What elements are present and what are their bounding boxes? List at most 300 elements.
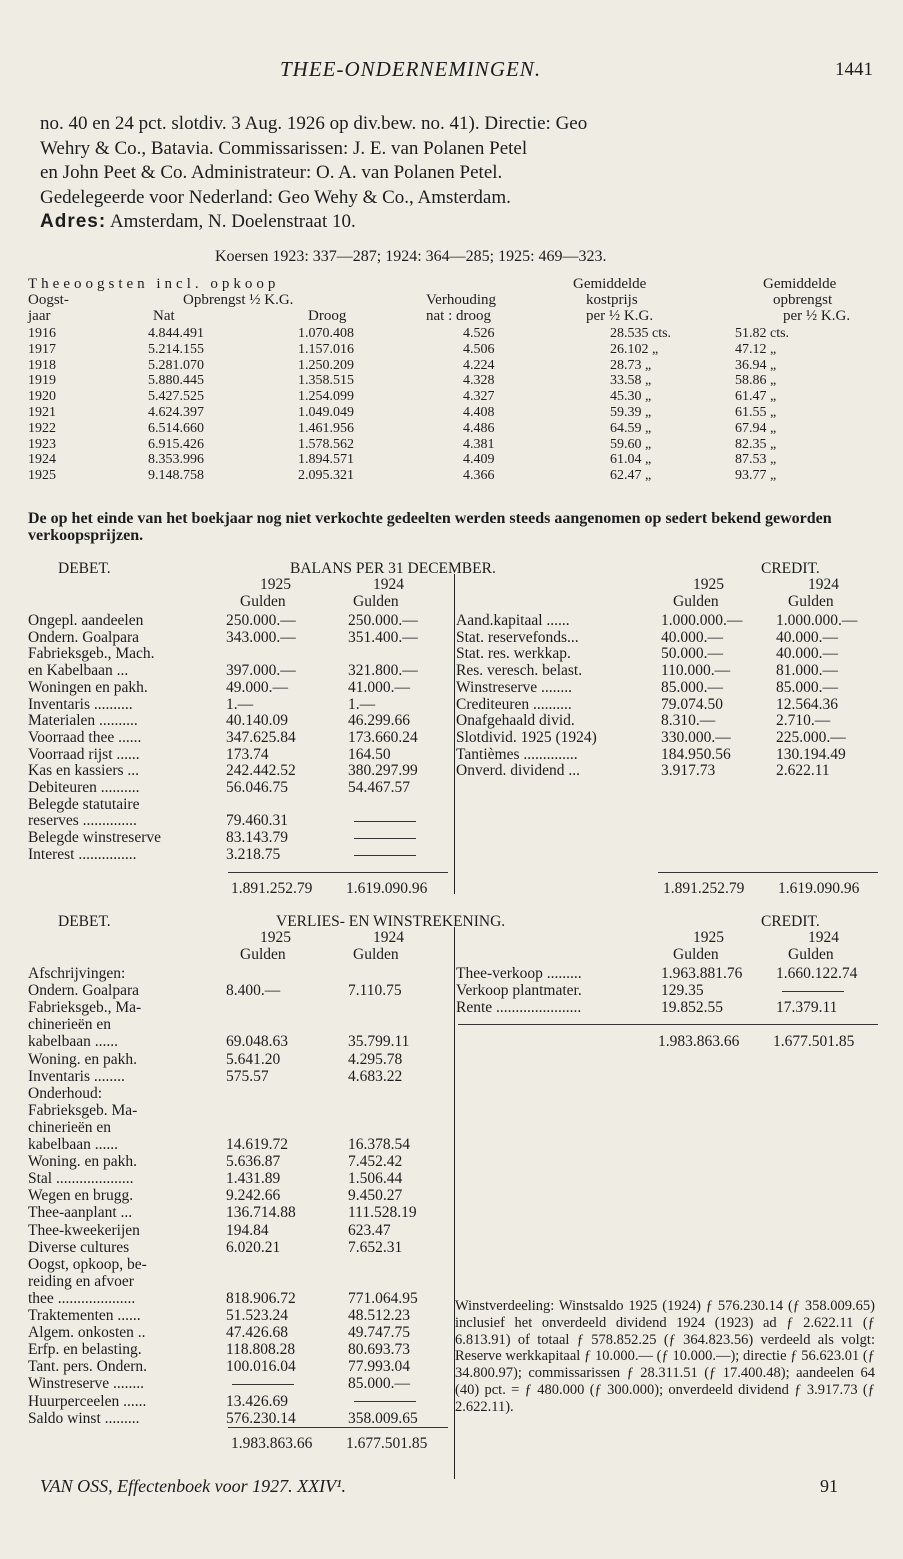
balance-debit-label: Belegde statutaire [28, 795, 140, 813]
pl-debit-label: Afschrijvingen: [28, 965, 126, 982]
balance-credit-value-1925: 85.000.— [661, 678, 723, 696]
tea-cost: 45.30 „ [610, 389, 652, 405]
balance-credit-label: Res. veresch. belast. [456, 662, 583, 680]
pl-year-r2: 1924 [808, 929, 839, 946]
dash-rule [232, 1384, 294, 1385]
tea-heading-opbrengst: Opbrengst ½ K.G. [183, 292, 294, 308]
tea-nat: 6.514.660 [148, 420, 204, 436]
pl-debit-value-1925: 5.636.87 [226, 1153, 281, 1171]
balance-credit-value-1924: 225.000.— [776, 728, 846, 746]
pl-debit-row [28, 1187, 458, 1203]
balance-debit-label: Ondern. Goalpara [28, 628, 140, 646]
tea-year: 1917 [28, 341, 56, 357]
balance-debit-value-1925: 56.046.75 [226, 779, 288, 796]
tea-ratio: 4.526 [463, 326, 495, 341]
balance-debit-row [28, 846, 458, 862]
balance-credit-row [456, 746, 876, 762]
pl-debit-row [28, 1016, 458, 1032]
dash-rule [354, 1401, 416, 1402]
balance-debit-value-1925: 3.218.75 [226, 845, 281, 863]
pl-debit-label: Oogst, opkoop, be- [28, 1255, 147, 1273]
balance-credit-value-1925: 40.000.— [661, 628, 723, 646]
table-row [28, 389, 835, 405]
balance-credit-value-1925: 3.917.73 [661, 762, 716, 780]
table-row [28, 468, 835, 484]
pl-debit-label: Saldo winst ......... [28, 1409, 140, 1427]
pl-debit-label: Thee-aanplant ... [28, 1204, 133, 1222]
tea-heading: Theeoogsten incl. opkoop [28, 276, 280, 292]
pl-debit-row [28, 1222, 458, 1238]
tea-yield: 93.77 „ [735, 468, 777, 484]
balance-debit-value-1924 [354, 812, 416, 830]
balance-credit-value-1925: 1.000.000.— [661, 612, 743, 629]
address-label: Adres: [40, 211, 107, 232]
share-prices: Koersen 1923: 337—287; 1924: 364—285; 1925: 469—323. [215, 248, 607, 265]
dash-rule [354, 838, 416, 839]
pl-debit-label: Thee-kweekerijen [28, 1221, 140, 1239]
balance-debit-value-1925: 242.442.52 [226, 762, 296, 780]
balance-credit-label: Slotdivid. 1925 (1924) [456, 728, 597, 746]
tea-nat: 4.844.491 [148, 326, 204, 341]
pl-debit-label: Wegen en brugg. [28, 1187, 134, 1205]
pl-debit-value-1924: 48.512.23 [348, 1307, 410, 1324]
pl-debit-value-1925: 6.020.21 [226, 1238, 281, 1256]
balance-debit-value-1925: 1.— [226, 695, 254, 713]
balance-year-l1: 1925 [260, 576, 291, 593]
balance-credit-row [456, 645, 876, 661]
balance-credit-label: Aand.kapitaal ...... [456, 612, 570, 629]
balance-debit-value-1924: 173.660.24 [348, 728, 418, 746]
balance-debet-label: DEBET. [58, 560, 111, 577]
balance-debit-row [28, 612, 458, 628]
tea-droog: 1.250.209 [298, 357, 354, 373]
balance-debit-row [28, 679, 458, 695]
balance-credit-row [456, 762, 876, 778]
table-row [28, 373, 835, 389]
tea-yield: 61.47 „ [735, 389, 777, 405]
pl-credit-rule [458, 1024, 878, 1025]
balance-credit-value-1924: 1.000.000.— [776, 612, 858, 629]
balance-debit-row [28, 779, 458, 795]
balance-credit-label: Onverd. dividend ... [456, 762, 580, 780]
pl-credit-label: CREDIT. [761, 913, 820, 930]
balance-year-l2: 1924 [373, 576, 404, 593]
tea-droog: 1.578.562 [298, 436, 354, 452]
balance-credit-value-1924: 2.622.11 [776, 762, 830, 780]
footer [40, 1476, 870, 1497]
balance-credit-value-1924: 40.000.— [776, 628, 838, 646]
tea-heading-droog: Droog [308, 308, 347, 324]
balance-debit-label: Materialen .......... [28, 712, 138, 730]
pl-debit-row [28, 1102, 458, 1118]
balance-credit-label: Crediteuren .......... [456, 695, 572, 713]
balance-debit-label: Voorraad rijst ...... [28, 745, 140, 763]
pl-debit-value-1925: 136.714.88 [226, 1204, 296, 1222]
pl-credit-value-1924: 17.379.11 [776, 999, 838, 1017]
tea-year: 1925 [28, 468, 56, 484]
tea-yield: 87.53 „ [735, 452, 777, 468]
balance-debit-label: Ongepl. aandeelen [28, 612, 144, 629]
tea-ratio: 4.506 [463, 341, 495, 357]
tea-heading-nat: Nat [153, 308, 175, 324]
tea-nat: 6.915.426 [148, 436, 204, 452]
balance-debit-value-1924: 46.299.66 [348, 712, 410, 730]
pl-debit-value-1924: 4.683.22 [348, 1067, 403, 1085]
balance-credit-label: Stat. res. werkkap. [456, 645, 571, 663]
footer-publication: VAN OSS, Effectenboek voor 1927. XXIV¹. [40, 1476, 346, 1496]
pl-debit-row [28, 1204, 458, 1220]
pl-debit-row [28, 965, 458, 981]
tea-year: 1919 [28, 373, 56, 389]
pl-debit-value-1924 [354, 1393, 416, 1411]
pl-credit-value-1925: 129.35 [661, 982, 704, 1000]
tea-yield: 82.35 „ [735, 436, 777, 452]
pl-debit-row [28, 1068, 458, 1084]
tea-droog: 1.157.016 [298, 341, 354, 357]
table-row [28, 421, 835, 437]
balance-debit-value-1924: 321.800.— [348, 662, 418, 680]
pl-debit-row [28, 1273, 458, 1289]
balance-credit-value-1925: 110.000.— [661, 662, 731, 680]
balance-debit-value-1925: 173.74 [226, 745, 269, 763]
tea-cost: 33.58 „ [610, 373, 652, 389]
pl-cur-l1: Gulden [240, 946, 286, 963]
balance-debit-label: Belegde winstreserve [28, 829, 161, 847]
pl-title: VERLIES- EN WINSTREKENING. [276, 913, 506, 930]
balance-cur-l2: Gulden [353, 593, 399, 610]
balance-credit-value-1924: 85.000.— [776, 678, 838, 696]
tea-droog: 1.894.571 [298, 452, 354, 468]
table-row [28, 342, 835, 358]
pl-year-l2: 1924 [373, 929, 404, 946]
balance-year-r2: 1924 [808, 576, 839, 593]
tea-cost: 62.47 „ [610, 468, 652, 484]
balance-debit-label: Kas en kassiers ... [28, 762, 140, 780]
balance-debit-value-1925: 250.000.— [226, 612, 296, 629]
balance-debit-row [28, 696, 458, 712]
tea-cost: 61.04 „ [610, 452, 652, 468]
balance-debit-row [28, 746, 458, 762]
tea-cost: 26.102 „ [610, 341, 659, 357]
pl-debit-value-1924: 7.110.75 [348, 982, 402, 1000]
pl-credit-label: Thee-verkoop ......... [456, 965, 582, 982]
balance-credit-value-1925: 184.950.56 [661, 745, 731, 763]
pl-debit-row [28, 1358, 458, 1374]
pl-debit-value-1925: 194.84 [226, 1221, 269, 1239]
tea-nat: 5.880.445 [148, 373, 204, 389]
pl-credit-label: Rente ...................... [456, 999, 582, 1017]
pl-debit-value-1925: 9.242.66 [226, 1187, 281, 1205]
balance-credit-value-1924: 12.564.36 [776, 695, 838, 713]
balance-debit-value-1925: 83.143.79 [226, 829, 288, 847]
tea-yield: 47.12 „ [735, 341, 777, 357]
tea-heading-opbrengst2: opbrengst [773, 292, 833, 308]
balance-debit-value-1925: 397.000.— [226, 662, 296, 680]
pl-cur-l2: Gulden [353, 946, 399, 963]
pl-debit-value-1925: 5.641.20 [226, 1050, 281, 1068]
tea-ratio: 4.381 [463, 436, 495, 452]
pl-debit-value-1924: 1.506.44 [348, 1170, 403, 1188]
pl-debit-label: Woning. en pakh. [28, 1153, 137, 1171]
balance-debit-value-1925: 343.000.— [226, 628, 296, 646]
pl-debit-row [28, 1051, 458, 1067]
tea-droog: 1.070.408 [298, 326, 354, 341]
balance-debit-value-1924: 351.400.— [348, 628, 418, 646]
pl-credit-value-1924 [782, 982, 844, 1000]
pl-debit-label: Fabrieksgeb. Ma- [28, 1101, 138, 1119]
tea-heading-jaar: jaar [28, 308, 51, 324]
balance-credit-label: CREDIT. [761, 560, 820, 577]
balance-debit-label: Inventaris .......... [28, 695, 133, 713]
pl-debit-value-1925: 51.523.24 [226, 1307, 288, 1324]
table-row [28, 452, 835, 468]
tea-heading-per1: per ½ K.G. [586, 308, 654, 324]
pl-credit-row [456, 965, 876, 981]
pl-debit-label: Diverse cultures [28, 1238, 130, 1256]
pl-debit-label: kabelbaan ...... [28, 1033, 118, 1051]
balance-debit-label: Voorraad thee ...... [28, 728, 142, 746]
pl-debit-value-1924: 85.000.— [348, 1375, 410, 1393]
pl-debit-label: reiding en afvoer [28, 1272, 134, 1290]
balance-credit-label: Stat. reservefonds... [456, 628, 579, 646]
balance-total-l2: 1.619.090.96 [346, 880, 428, 897]
tea-heading-per2: per ½ K.G. [783, 308, 851, 324]
tea-year: 1918 [28, 357, 56, 373]
dash-rule [782, 991, 844, 992]
pl-credit-row [456, 999, 876, 1015]
pl-debit-value-1924: 7.652.31 [348, 1238, 403, 1256]
pl-debit-row [28, 1324, 458, 1340]
pl-debit-value-1924: 623.47 [348, 1221, 391, 1239]
pl-debit-value-1924: 80.693.73 [348, 1341, 410, 1359]
balance-debit-row [28, 812, 458, 828]
running-header [0, 57, 903, 85]
pl-debit-value-1924: 771.064.95 [348, 1289, 418, 1307]
tea-ratio: 4.409 [463, 452, 495, 468]
intro-line: Gedelegeerde voor Nederland: Geo Wehy & Co., Amsterdam. [40, 186, 511, 208]
dash-rule [354, 821, 416, 822]
balance-debit-value-1924: 41.000.— [348, 678, 410, 696]
tea-year: 1923 [28, 436, 56, 452]
balance-debit-label: Woningen en pakh. [28, 678, 148, 696]
balance-debit-row [28, 712, 458, 728]
pl-credit-label: Verkoop plantmater. [456, 982, 582, 1000]
balance-debit-value-1924: 54.467.57 [348, 779, 410, 796]
tea-year: 1924 [28, 452, 56, 468]
table-row [28, 437, 835, 453]
balance-credit-label: Tantièmes .............. [456, 745, 578, 763]
balance-credit-value-1924: 81.000.— [776, 662, 838, 680]
tea-droog: 1.049.049 [298, 404, 354, 420]
balance-debit-value-1924: 380.297.99 [348, 762, 418, 780]
pl-credit-row [456, 982, 876, 998]
pl-debit-value-1924: 9.450.27 [348, 1187, 403, 1205]
balance-credit-label: Onafgehaald divid. [456, 712, 575, 730]
tea-heading-natdroog: nat : droog [426, 308, 491, 324]
tea-cost: 28.535 cts. [610, 326, 672, 341]
tea-ratio: 4.327 [463, 389, 495, 405]
pl-debit-value-1924: 35.799.11 [348, 1033, 410, 1051]
address-line [40, 210, 880, 235]
tea-cost: 59.60 „ [610, 436, 652, 452]
pl-debit-value-1925 [232, 1375, 294, 1393]
balance-debit-label: Fabrieksgeb., Mach. [28, 645, 155, 663]
pl-debit-value-1925: 47.426.68 [226, 1324, 288, 1342]
balance-total-rule-left [228, 872, 448, 873]
tea-heading-kostprijs: kostprijs [586, 292, 638, 308]
balance-debit-row [28, 629, 458, 645]
pl-cur-r2: Gulden [788, 946, 834, 963]
page-number: 1441 [835, 59, 873, 80]
pl-debit-row [28, 1085, 458, 1101]
tea-yield: 61.55 „ [735, 404, 777, 420]
balance-debit-value-1925: 49.000.— [226, 678, 288, 696]
pl-debit-value-1924: 49.747.75 [348, 1324, 410, 1342]
pl-debit-label: Algem. onkosten .. [28, 1324, 146, 1342]
balance-cur-r2: Gulden [788, 593, 834, 610]
balance-credit-value-1925: 79.074.50 [661, 695, 723, 713]
balance-debit-label: reserves .............. [28, 812, 137, 830]
pl-total-1: 1.983.863.66 [231, 1435, 313, 1452]
pl-debit-value-1924: 16.378.54 [348, 1136, 410, 1153]
profit-distribution: Winstverdeeling: Winstsaldo 1925 (1924) ƒ 576.230.14 (ƒ 358.009.65) inclusief het onverdeeld dividend 1924 (1923) ad ƒ 2.622.11 (ƒ 6.813.91) of totaal ƒ 578.852.25 (ƒ 364.823.56) verdeeld als volgt: Reserve werkkapitaal ƒ 10.000.— (ƒ 10.000.—); directie ƒ 56.623.01 (ƒ 34.800.97); commissarissen ƒ 28.311.51 (ƒ 17.400.48); aandeelen 64 (40) pct. = ƒ 480.000 (ƒ 300.000); onverdeeld dividend ƒ 3.917.73 (ƒ 2.622.11). [455, 1298, 875, 1415]
address-value: Amsterdam, N. Doelenstraat 10. [109, 211, 356, 232]
balance-total-r1: 1.891.252.79 [663, 880, 745, 897]
pl-debit-value-1925: 818.906.72 [226, 1289, 296, 1307]
pl-debit-value-1924: 111.528.19 [348, 1204, 417, 1222]
balance-debit-value-1925: 40.140.09 [226, 712, 288, 730]
pl-debit-row [28, 1290, 458, 1306]
balance-cur-r1: Gulden [673, 593, 719, 610]
balance-debit-row [28, 762, 458, 778]
tea-ratio: 4.408 [463, 404, 495, 420]
pl-debit-row [28, 1410, 458, 1426]
pl-debit-row [28, 999, 458, 1015]
tea-cost: 28.73 „ [610, 357, 652, 373]
pl-debit-row [28, 1256, 458, 1272]
table-row [28, 326, 835, 342]
tea-heading-oogst: Oogst- [28, 292, 69, 308]
pl-debit-row [28, 982, 458, 998]
pl-debit-value-1925: 69.048.63 [226, 1033, 288, 1051]
balance-debit-value-1924: 1.— [348, 695, 376, 713]
tea-heading-avg2: Gemiddelde [763, 276, 837, 292]
tea-droog: 1.254.099 [298, 389, 354, 405]
tea-heading-avg1: Gemiddelde [573, 276, 647, 292]
footer-number: 91 [820, 1476, 838, 1496]
tea-nat: 5.214.155 [148, 341, 204, 357]
pl-debit-label: Huurperceelen ...... [28, 1392, 147, 1410]
table-row [28, 358, 835, 374]
balance-credit-row [456, 712, 876, 728]
pl-debit-value-1925: 576.230.14 [226, 1409, 296, 1427]
balance-debit-row [28, 796, 458, 812]
pl-debit-value-1924: 77.993.04 [348, 1358, 410, 1376]
pl-debit-label: Fabrieksgeb., Ma- [28, 999, 142, 1017]
tea-droog: 1.358.515 [298, 373, 354, 389]
tea-droog: 1.461.956 [298, 420, 354, 436]
pl-debit-row [28, 1153, 458, 1169]
balance-debit-label: en Kabelbaan ... [28, 662, 129, 680]
tea-year: 1922 [28, 420, 56, 436]
pl-debit-label: Inventaris ........ [28, 1067, 125, 1085]
pl-debit-label: thee .................... [28, 1289, 136, 1307]
pl-debit-label: Ondern. Goalpara [28, 982, 140, 1000]
balance-credit-row [456, 612, 876, 628]
pl-debit-value-1925: 1.431.89 [226, 1170, 281, 1188]
balance-credit-value-1925: 50.000.— [661, 645, 723, 663]
intro-line: Wehry & Co., Batavia. Commissarissen: J. E. van Polanen Petel [40, 137, 528, 159]
balance-debit-row [28, 662, 458, 678]
pl-debit-value-1925: 575.57 [226, 1067, 269, 1085]
tea-ratio: 4.224 [463, 357, 495, 373]
tea-nat: 4.624.397 [148, 404, 204, 420]
balance-year-r1: 1925 [693, 576, 724, 593]
tea-ratio: 4.486 [463, 420, 495, 436]
balance-credit-row [456, 629, 876, 645]
pl-debit-value-1925: 100.016.04 [226, 1358, 296, 1376]
tea-ratio: 4.328 [463, 373, 495, 389]
pl-debit-label: Traktementen ...... [28, 1307, 141, 1324]
pl-debit-value-1925: 14.619.72 [226, 1136, 288, 1153]
pl-debit-label: kabelbaan ...... [28, 1136, 118, 1153]
pl-debit-value-1924: 4.295.78 [348, 1050, 403, 1068]
balance-cur-l1: Gulden [240, 593, 286, 610]
balance-credit-row [456, 679, 876, 695]
pl-debit-value-1925: 8.400.— [226, 982, 281, 1000]
balance-credit-row [456, 662, 876, 678]
pl-debit-value-1924: 358.009.65 [348, 1409, 418, 1427]
pl-debit-label: Stal .................... [28, 1170, 134, 1188]
tea-nat: 5.281.070 [148, 357, 204, 373]
balance-debit-value-1925: 347.625.84 [226, 728, 296, 746]
balance-credit-value-1924: 130.194.49 [776, 745, 846, 763]
balance-total-l1: 1.891.252.79 [231, 880, 313, 897]
section-title: THEE-ONDERNEMINGEN. [280, 57, 542, 81]
tea-yield: 67.94 „ [735, 420, 777, 436]
balance-credit-label: Winstreserve ........ [456, 678, 573, 696]
pl-debit-value-1925: 118.808.28 [226, 1341, 296, 1359]
tea-year: 1921 [28, 404, 56, 420]
tea-note: De op het einde van het boekjaar nog niet verkochte gedeelten werden steeds aangenomen op sedert bekend geworden verkoopsprijzen. [28, 510, 832, 544]
pl-debit-row [28, 1033, 458, 1049]
pl-debit-row [28, 1341, 458, 1357]
balance-total-r2: 1.619.090.96 [778, 880, 860, 897]
balance-credit-value-1925: 8.310.— [661, 712, 716, 730]
tea-heading-verhouding: Verhouding [426, 292, 496, 308]
table-row [28, 405, 835, 421]
balance-debit-value-1924: 250.000.— [348, 612, 418, 629]
balance-debit-label: Interest ............... [28, 845, 137, 863]
pl-credit-value-1924: 1.660.122.74 [776, 965, 858, 982]
tea-cost: 59.39 „ [610, 404, 652, 420]
pl-debit-value-1924: 7.452.42 [348, 1153, 403, 1171]
pl-credit-total-1: 1.983.863.66 [658, 1033, 740, 1050]
pl-debit-value-1925: 13.426.69 [226, 1392, 288, 1410]
pl-debit-row [28, 1307, 458, 1323]
tea-nat: 9.148.758 [148, 468, 204, 484]
pl-credit-value-1925: 19.852.55 [661, 999, 723, 1017]
tea-yield: 36.94 „ [735, 357, 777, 373]
pl-debit-label: Woning. en pakh. [28, 1050, 137, 1068]
pl-year-r1: 1925 [693, 929, 724, 946]
pl-year-l1: 1925 [260, 929, 291, 946]
pl-debit-row [28, 1375, 458, 1391]
pl-credit-value-1925: 1.963.881.76 [661, 965, 743, 982]
balance-credit-row [456, 696, 876, 712]
intro-line: en John Peet & Co. Administrateur: O. A. van Polanen Petel. [40, 162, 503, 183]
balance-debit-label: Debiteuren .......... [28, 779, 140, 796]
